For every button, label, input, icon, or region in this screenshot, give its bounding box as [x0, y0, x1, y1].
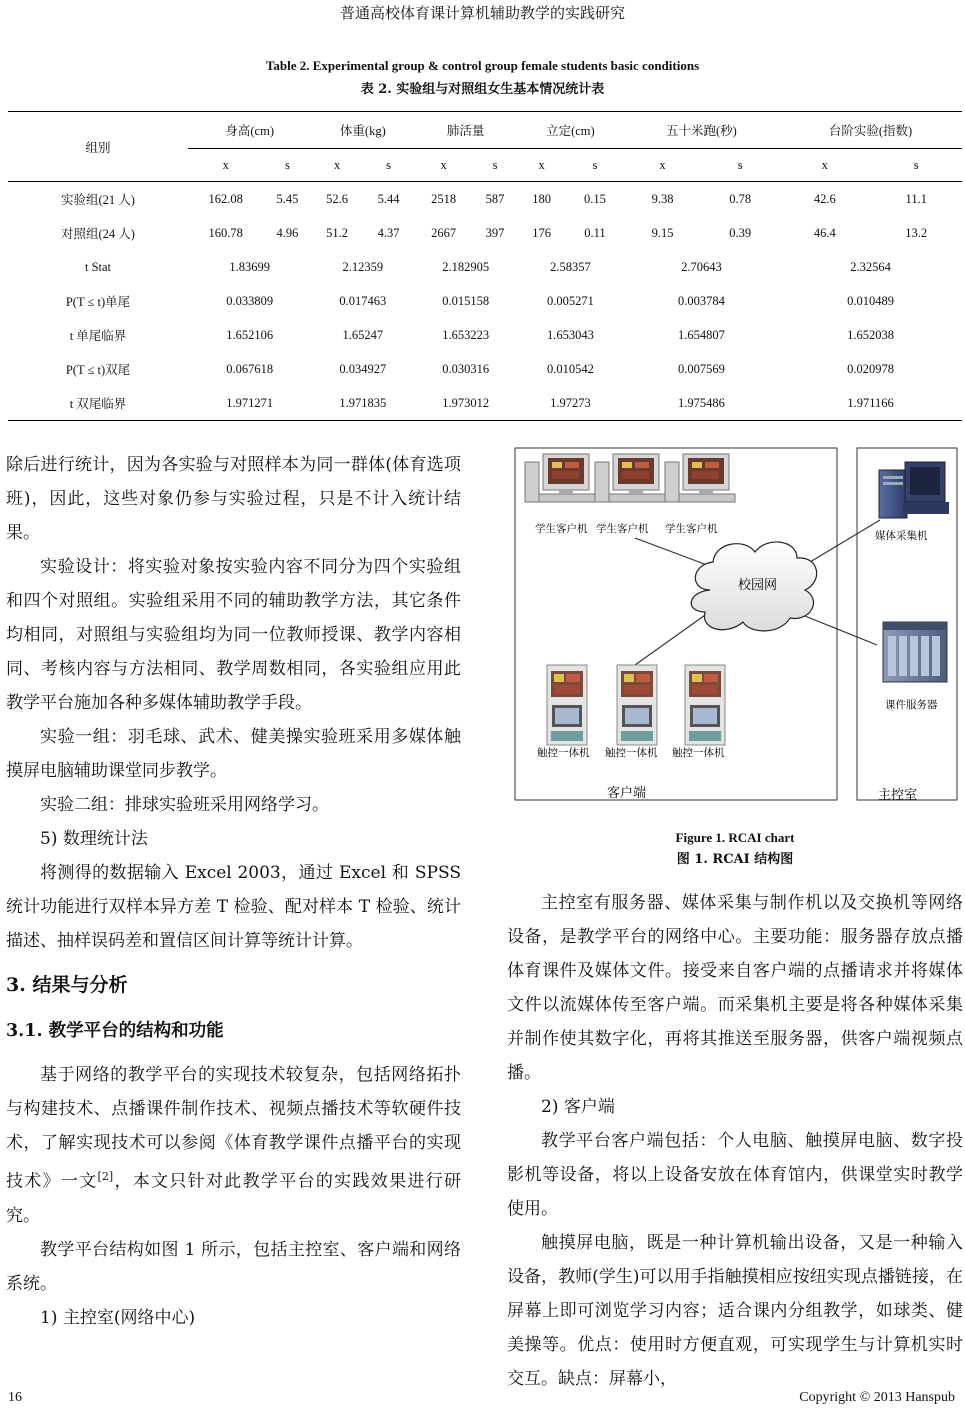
- table-cell: 5.45: [276, 191, 299, 206]
- table-cell: 160.78: [208, 225, 243, 240]
- table-cell: 0.010542: [546, 361, 594, 376]
- table-cell: 1.652038: [847, 327, 894, 342]
- table-cell: 0.034927: [339, 361, 387, 376]
- table-row: [8, 250, 962, 284]
- touch-kiosk-icon: [617, 665, 657, 745]
- touch-kiosk-label: 触控一体机: [672, 747, 725, 759]
- table-cell: 1.971271: [188, 386, 311, 421]
- table-cell: 0.007569: [677, 361, 725, 376]
- campus-network-label: 校园网: [738, 578, 778, 593]
- paragraph: 教学平台客户端包括：个人电脑、触摸屏电脑、数字投影机等设备，将以上设备安放在体育馆内，供课堂实时教学使用。: [507, 1131, 963, 1219]
- paragraph: 实验设计：将实验对象按实验内容不同分为四个实验组和四个对照组。实验组采用不同的辅助教学方法，其它条件均相同，对照组与实验组均为同一位教师授课、教学内容相同、考核内容与方法相同、教学周数相同，各实验组应用此教学平台施加各种多媒体辅助教学手段。: [6, 557, 461, 713]
- subheader-cell: x: [311, 149, 362, 182]
- row-label: 对照组(24 人): [61, 227, 135, 241]
- student-pc-label: 学生客户机: [535, 523, 588, 535]
- courseware-server-label: 课件服务器: [885, 699, 938, 711]
- table-cell: 1.653043: [546, 327, 594, 342]
- table-cell: 0.15: [584, 191, 606, 206]
- touch-kiosk-icon: [685, 665, 725, 745]
- table-cell: 0.030316: [442, 361, 490, 376]
- table-cell: 13.2: [905, 225, 928, 240]
- table-cell: 9.15: [651, 225, 674, 240]
- table-cell: 0.11: [584, 225, 606, 240]
- row-label: t Stat: [84, 259, 112, 274]
- table-cell: 1.83699: [229, 259, 271, 274]
- paragraph: 触摸屏电脑，既是一种计算机输出设备，又是一种输入设备，教师(学生)可以用手指触摸相应按纽实现点播链接，在屏幕上即可浏览学习内容；适合课内分组教学，如球类、健美操等。优点：使用时方便直观，可实现学生与计算机实时交互。缺点：屏幕小，: [507, 1233, 963, 1389]
- table-row: [8, 352, 962, 386]
- table-cell: 0.010489: [847, 293, 894, 308]
- student-pc-label: 学生客户机: [596, 523, 649, 535]
- table-cell: 176: [532, 225, 552, 240]
- subheader-cell: s: [701, 149, 779, 182]
- link-line: [635, 538, 715, 568]
- column-header: 五十米跑(秒): [624, 112, 779, 149]
- table-cell: 52.6: [326, 191, 349, 206]
- subheader-cell: x: [517, 149, 566, 182]
- table-cell: 2.12359: [342, 259, 384, 274]
- table-cell: 2.58357: [550, 259, 591, 274]
- left-column: [6, 448, 461, 1335]
- table-cell: 2667: [431, 225, 457, 240]
- running-title: 普通高校体育课计算机辅助教学的实践研究: [339, 4, 625, 22]
- paragraph: 除后进行统计，因为各实验与对照样本为同一群体(体育选项班)，因此，这些对象仍参与实验过程，只是不计入统计结果。: [6, 455, 461, 543]
- table-cell: 0.39: [729, 225, 752, 240]
- paragraph: 实验一组：羽毛球、武术、健美操实验班采用多媒体触摸屏电脑辅助课堂同步教学。: [6, 727, 461, 781]
- table-cell: 162.08: [208, 191, 243, 206]
- touch-kiosk-label: 触控一体机: [537, 747, 590, 759]
- column-header: 身高(cm): [188, 112, 311, 149]
- table-cell: 4.37: [377, 225, 400, 240]
- media-workstation-label: 媒体采集机: [875, 530, 928, 542]
- link-line: [805, 520, 880, 565]
- table-caption-zh: 表 2. 实验组与对照组女生基本情况统计表: [360, 82, 605, 97]
- paragraph: [6, 1058, 461, 1233]
- subheader-cell: x: [624, 149, 702, 182]
- subheader-cell: x: [779, 149, 870, 182]
- paragraph: 将测得的数据输入 Excel 2003，通过 Excel 和 SPSS 统计功能进行双样本异方差 T 检验、配对样本 T 检验、统计描述、抽样误码差和置信区间计算等统计计算。: [6, 863, 461, 951]
- paragraph: 主控室有服务器、媒体采集与制作机以及交换机等网络设备，是教学平台的网络中心。主要功能：服务器存放点播体育课件及媒体文件。接受来自客户端的点播请求并将媒体文件以流媒体传至客户端。而采集机主要是将各种媒体采集并制作使其数字化，再将其推送至服务器，供客户端视频点播。: [507, 893, 963, 1083]
- table-cell: 42.6: [813, 191, 836, 206]
- row-label: 实验组(21 人): [61, 193, 135, 207]
- student-pc-icon: [525, 454, 595, 502]
- subheader-cell: s: [363, 149, 414, 182]
- figure-caption-en: Figure 1. RCAI chart: [675, 830, 795, 845]
- table-cell: 2.182905: [442, 259, 490, 274]
- table-row: [8, 386, 962, 421]
- table-cell: 4.96: [276, 225, 299, 240]
- table-cell: 1.975486: [624, 386, 779, 421]
- table-cell: 1.97273: [517, 386, 624, 421]
- paragraph: 教学平台结构如图 1 所示，包括主控室、客户端和网络系统。: [6, 1239, 461, 1294]
- courseware-server-icon: [883, 622, 947, 682]
- table-cell: 1.654807: [677, 327, 725, 342]
- table-cell: 1.973012: [414, 386, 517, 421]
- table-cell: 1.971166: [779, 386, 962, 421]
- table-cell: 1.653223: [442, 327, 490, 342]
- table-cell: 397: [485, 225, 505, 240]
- control-room-label: 主控室: [878, 788, 918, 803]
- right-column: [507, 886, 963, 1396]
- stats-table: [8, 111, 962, 421]
- section-heading: 3. 结果与分析: [6, 974, 128, 996]
- link-line: [635, 608, 715, 665]
- table-cell: 180: [532, 191, 552, 206]
- table-cell: 2518: [431, 191, 457, 206]
- method-heading: 5) 数理统计法: [40, 829, 148, 849]
- client-area-label: 客户端: [607, 786, 647, 801]
- table-cell: 0.005271: [546, 293, 594, 308]
- touch-kiosk-icon: [547, 665, 587, 745]
- table-cell: 2.32564: [850, 259, 891, 274]
- table-cell: 1.971835: [311, 386, 414, 421]
- figure-caption-zh: 图 1. RCAI 结构图: [676, 852, 794, 867]
- table-cell: 51.2: [326, 225, 349, 240]
- rcai-structure-figure: [505, 440, 965, 820]
- row-label: t 双尾临界: [8, 386, 188, 421]
- subsection-item: 1) 主控室(网络中心): [40, 1307, 196, 1328]
- table-cell: 0.003784: [677, 293, 725, 308]
- subsection-item: 2) 客户端: [541, 1097, 615, 1117]
- student-pc-icon: [665, 454, 735, 502]
- student-pc-label: 学生客户机: [665, 523, 718, 535]
- text-span: ，本文只针对此教学平台的实践效果进行研究。: [6, 1171, 462, 1226]
- column-header: 体重(kg): [311, 112, 414, 149]
- subheader-cell: s: [566, 149, 623, 182]
- row-label: P(T ≤ t)双尾: [65, 363, 131, 377]
- copyright: Copyright © 2013 Hanspub: [799, 1390, 955, 1405]
- table-cell: 11.1: [905, 191, 927, 206]
- citation-ref: [2]: [97, 1170, 114, 1183]
- link-line: [795, 612, 877, 645]
- table-cell: 46.4: [813, 225, 836, 240]
- student-pc-icon: [595, 454, 665, 502]
- table-row: [8, 182, 962, 217]
- row-label: t 单尾临界: [69, 329, 127, 343]
- table-cell: 0.020978: [847, 361, 894, 376]
- table-cell: 587: [485, 191, 505, 206]
- table-cell: 9.38: [651, 191, 674, 206]
- group-header: 组别: [8, 112, 188, 182]
- subheader-cell: x: [414, 149, 473, 182]
- table-cell: 1.652106: [226, 327, 274, 342]
- subsection-heading: 3.1. 教学平台的结构和功能: [6, 1021, 224, 1041]
- table-cell: 2.70643: [681, 259, 722, 274]
- text-span: 基于网络的教学平台的实现技术较复杂，包括网络拓扑与构建技术、点播课件制作技术、视频点播技术等软硬件技术，了解实现技术可以参阅《体育教学课件点播平台的实现技术》一文: [6, 1065, 461, 1192]
- table-cell: 0.067618: [226, 361, 274, 376]
- table-cell: 0.017463: [339, 293, 387, 308]
- table-caption-en: Table 2. Experimental group & control group female students basic conditions: [265, 58, 700, 73]
- table-row: [8, 284, 962, 318]
- table-cell: 0.78: [729, 191, 752, 206]
- column-header: 肺活量: [414, 112, 517, 149]
- table-cell: 0.015158: [442, 293, 490, 308]
- table-row: [8, 216, 962, 250]
- subheader-cell: s: [473, 149, 517, 182]
- subheader-cell: s: [870, 149, 962, 182]
- subheader-cell: s: [263, 149, 311, 182]
- table-cell: 1.65247: [342, 327, 384, 342]
- subheader-cell: x: [188, 149, 263, 182]
- touch-kiosk-label: 触控一体机: [605, 747, 658, 759]
- page-number: 16: [8, 1390, 22, 1405]
- media-workstation-icon: [879, 462, 949, 518]
- row-label: P(T ≤ t)单尾: [65, 295, 131, 309]
- column-header: 立定(cm): [517, 112, 624, 149]
- paragraph: 实验二组：排球实验班采用网络学习。: [40, 795, 329, 815]
- column-header: 台阶实验(指数): [779, 112, 962, 149]
- table-row: [8, 318, 962, 352]
- table-cell: 0.033809: [226, 293, 274, 308]
- table-cell: 5.44: [377, 191, 400, 206]
